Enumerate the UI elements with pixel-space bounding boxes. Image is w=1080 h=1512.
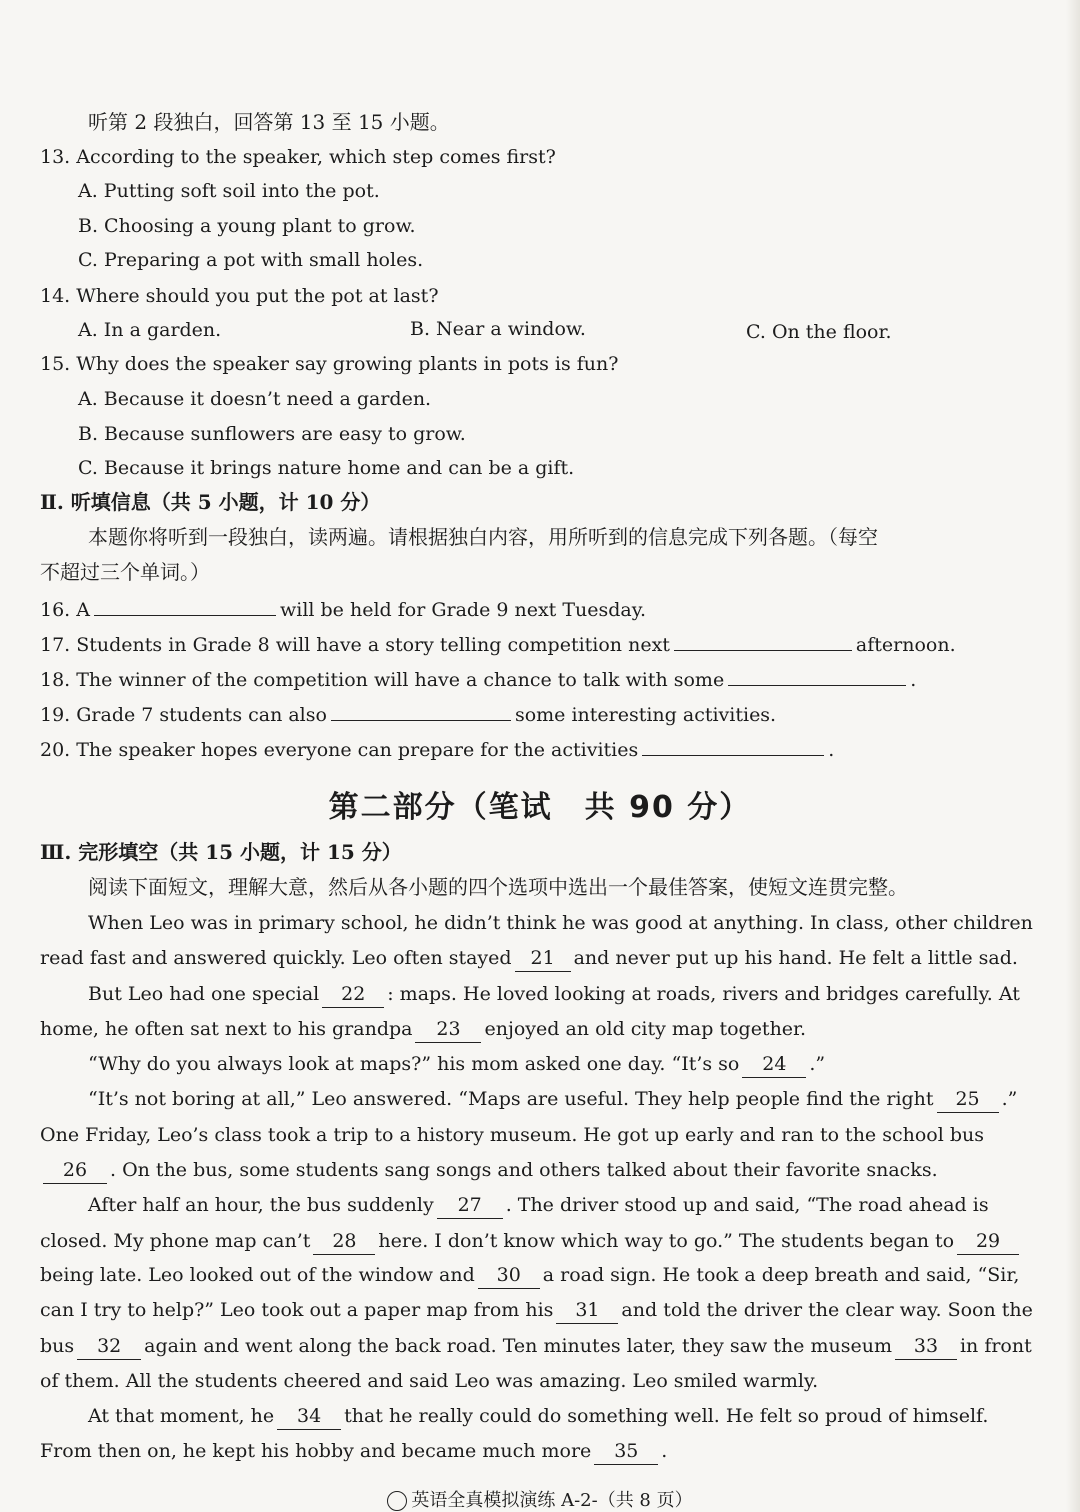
- q19-blank[interactable]: [331, 700, 511, 721]
- passage-text: bus: [40, 1335, 75, 1357]
- passage-line: [88, 1403, 988, 1430]
- q16-text-after: will be held for Grade 9 next Tuesday.: [279, 599, 646, 621]
- question-17: [40, 630, 956, 658]
- part-2-title: 第二部分（笔试 共 90 分）: [328, 790, 752, 825]
- q13-option-a[interactable]: A. Putting soft soil into the pot.: [78, 180, 380, 202]
- q18-text-before: 18. The winner of the competition will have a chance to talk with some: [40, 669, 725, 691]
- passage-text: here. I don’t know which way to go.” The students began to: [378, 1230, 955, 1252]
- blank-30[interactable]: 30: [478, 1262, 540, 1289]
- passage-line: of them. All the students cheered and said Leo was amazing. Leo smiled warmly.: [40, 1370, 819, 1392]
- passage-text: and told the driver the clear way. Soon the: [621, 1299, 1033, 1321]
- passage-line: [40, 1297, 1033, 1324]
- q17-text-after: afternoon.: [855, 634, 956, 656]
- passage-line: When Leo was in primary school, he didn’t think he was good at anything. In class, other children: [88, 912, 1033, 934]
- page-edge-shadow: [1066, 0, 1080, 1512]
- blank-22[interactable]: 22: [322, 981, 384, 1008]
- q15-option-a[interactable]: A. Because it doesn’t need a garden.: [78, 388, 432, 410]
- passage-text: : maps. He loved looking at roads, rivers and bridges carefully. At: [387, 983, 1020, 1005]
- blank-28[interactable]: 28: [313, 1228, 375, 1255]
- passage-text: .”: [809, 1053, 826, 1075]
- passage-text: “It’s not boring at all,” Leo answered. “Maps are useful. They help people find the right: [88, 1088, 934, 1110]
- q14-option-a[interactable]: A. In a garden.: [78, 319, 222, 341]
- q20-text-before: 20. The speaker hopes everyone can prepare for the activities: [40, 739, 639, 761]
- blank-29[interactable]: 29: [957, 1228, 1019, 1255]
- blank-27[interactable]: 27: [437, 1192, 503, 1219]
- passage-text: . On the bus, some students sang songs and others talked about their favorite snacks.: [110, 1159, 938, 1181]
- question-13: 13. According to the speaker, which step comes first?: [40, 146, 556, 168]
- q13-option-c[interactable]: C. Preparing a pot with small holes.: [78, 249, 424, 271]
- passage-line: One Friday, Leo’s class took a trip to a history museum. He got up early and ran to the school bus: [40, 1124, 984, 1146]
- q20-text-after: .: [828, 739, 835, 761]
- q15-option-b[interactable]: B. Because sunflowers are easy to grow.: [78, 423, 466, 445]
- q18-blank[interactable]: [728, 665, 906, 686]
- passage-line: [88, 1192, 989, 1219]
- passage-text: a road sign. He took a deep breath and said, “Sir,: [542, 1264, 1020, 1286]
- q19-text-before: 19. Grade 7 students can also: [40, 704, 327, 726]
- question-15: 15. Why does the speaker say growing plants in pots is fun?: [40, 353, 619, 375]
- passage-text: again and went along the back road. Ten minutes later, they saw the museum: [144, 1335, 892, 1357]
- footer-logo-icon: [387, 1491, 407, 1511]
- blank-32[interactable]: 32: [77, 1333, 141, 1360]
- blank-25[interactable]: 25: [937, 1086, 999, 1113]
- passage-text: .”: [1001, 1088, 1018, 1110]
- passage-text: From then on, he kept his hobby and became much more: [40, 1440, 592, 1462]
- passage-text: “Why do you always look at maps?” his mom asked one day. “It’s so: [88, 1053, 740, 1075]
- passage-line: [40, 1157, 938, 1184]
- blank-34[interactable]: 34: [277, 1403, 341, 1430]
- passage-line: [40, 1438, 667, 1465]
- q13-option-b[interactable]: B. Choosing a young plant to grow.: [78, 215, 416, 237]
- question-19: [40, 700, 776, 728]
- blank-31[interactable]: 31: [556, 1297, 618, 1324]
- passage-text: that he really could do something well. He felt so proud of himself.: [344, 1405, 989, 1427]
- blank-24[interactable]: 24: [742, 1051, 806, 1078]
- passage-text: being late. Leo looked out of the window and: [40, 1264, 475, 1286]
- blank-26[interactable]: 26: [43, 1157, 107, 1184]
- q18-text-after: .: [910, 669, 917, 691]
- passage-line: [40, 1016, 806, 1043]
- passage-text: in front: [959, 1335, 1032, 1357]
- passage-text: can I try to help?” Leo took out a paper map from his: [40, 1299, 554, 1321]
- section-2-instruction: 本题你将听到一段独白，读两遍。请根据独白内容，用所听到的信息完成下列各题。（每空: [88, 525, 878, 549]
- q16-text-before: 16. A: [40, 599, 90, 621]
- footer-text: 英语全真模拟演练 A-2-（共 8 页）: [411, 1490, 693, 1511]
- passage-text: closed. My phone map can’t: [40, 1230, 311, 1252]
- passage-text: and never put up his hand. He felt a little sad.: [573, 947, 1018, 969]
- passage-text: At that moment, he: [88, 1405, 275, 1427]
- q20-blank[interactable]: [642, 735, 824, 756]
- q15-option-c[interactable]: C. Because it brings nature home and can be a gift.: [78, 457, 575, 479]
- question-14: 14. Where should you put the pot at last?: [40, 285, 439, 307]
- q14-option-c[interactable]: C. On the floor.: [746, 321, 892, 343]
- q17-blank[interactable]: [674, 630, 852, 651]
- passage-text: .: [661, 1440, 668, 1462]
- passage-text: home, he often sat next to his grandpa: [40, 1018, 413, 1040]
- blank-33[interactable]: 33: [895, 1333, 957, 1360]
- passage-text: enjoyed an old city map together.: [484, 1018, 807, 1040]
- passage-text: After half an hour, the bus suddenly: [88, 1194, 434, 1216]
- passage-line: [88, 1051, 825, 1078]
- section-2-instruction-cont: 不超过三个单词。）: [40, 560, 210, 584]
- q14-option-b[interactable]: B. Near a window.: [410, 318, 586, 340]
- passage-text: read fast and answered quickly. Leo often stayed: [40, 947, 512, 969]
- passage-line: [88, 1086, 1017, 1113]
- listening-intro: 听第 2 段独白，回答第 13 至 15 小题。: [88, 110, 450, 134]
- question-18: [40, 665, 916, 693]
- question-16: [40, 595, 646, 623]
- blank-23[interactable]: 23: [415, 1016, 481, 1043]
- q17-text-before: 17. Students in Grade 8 will have a story telling competition next: [40, 634, 670, 656]
- passage-text: But Leo had one special: [88, 983, 320, 1005]
- section-3-heading: Ⅲ. 完形填空（共 15 小题，计 15 分）: [40, 840, 402, 864]
- passage-text: . The driver stood up and said, “The road ahead is: [505, 1194, 989, 1216]
- passage-line: [40, 1262, 1019, 1289]
- blank-35[interactable]: 35: [594, 1438, 658, 1465]
- section-2-heading: Ⅱ. 听填信息（共 5 小题，计 10 分）: [40, 490, 381, 514]
- q19-text-after: some interesting activities.: [514, 704, 777, 726]
- section-3-instruction: 阅读下面短文，理解大意，然后从各小题的四个选项中选出一个最佳答案，使短文连贯完整。: [88, 875, 908, 899]
- passage-line: [88, 981, 1020, 1008]
- passage-line: [40, 1333, 1032, 1360]
- q16-blank[interactable]: [94, 595, 276, 616]
- passage-line: [40, 945, 1018, 972]
- page-footer: [0, 1486, 1080, 1512]
- blank-21[interactable]: 21: [515, 945, 571, 972]
- question-20: [40, 735, 834, 763]
- passage-line: [40, 1228, 1022, 1255]
